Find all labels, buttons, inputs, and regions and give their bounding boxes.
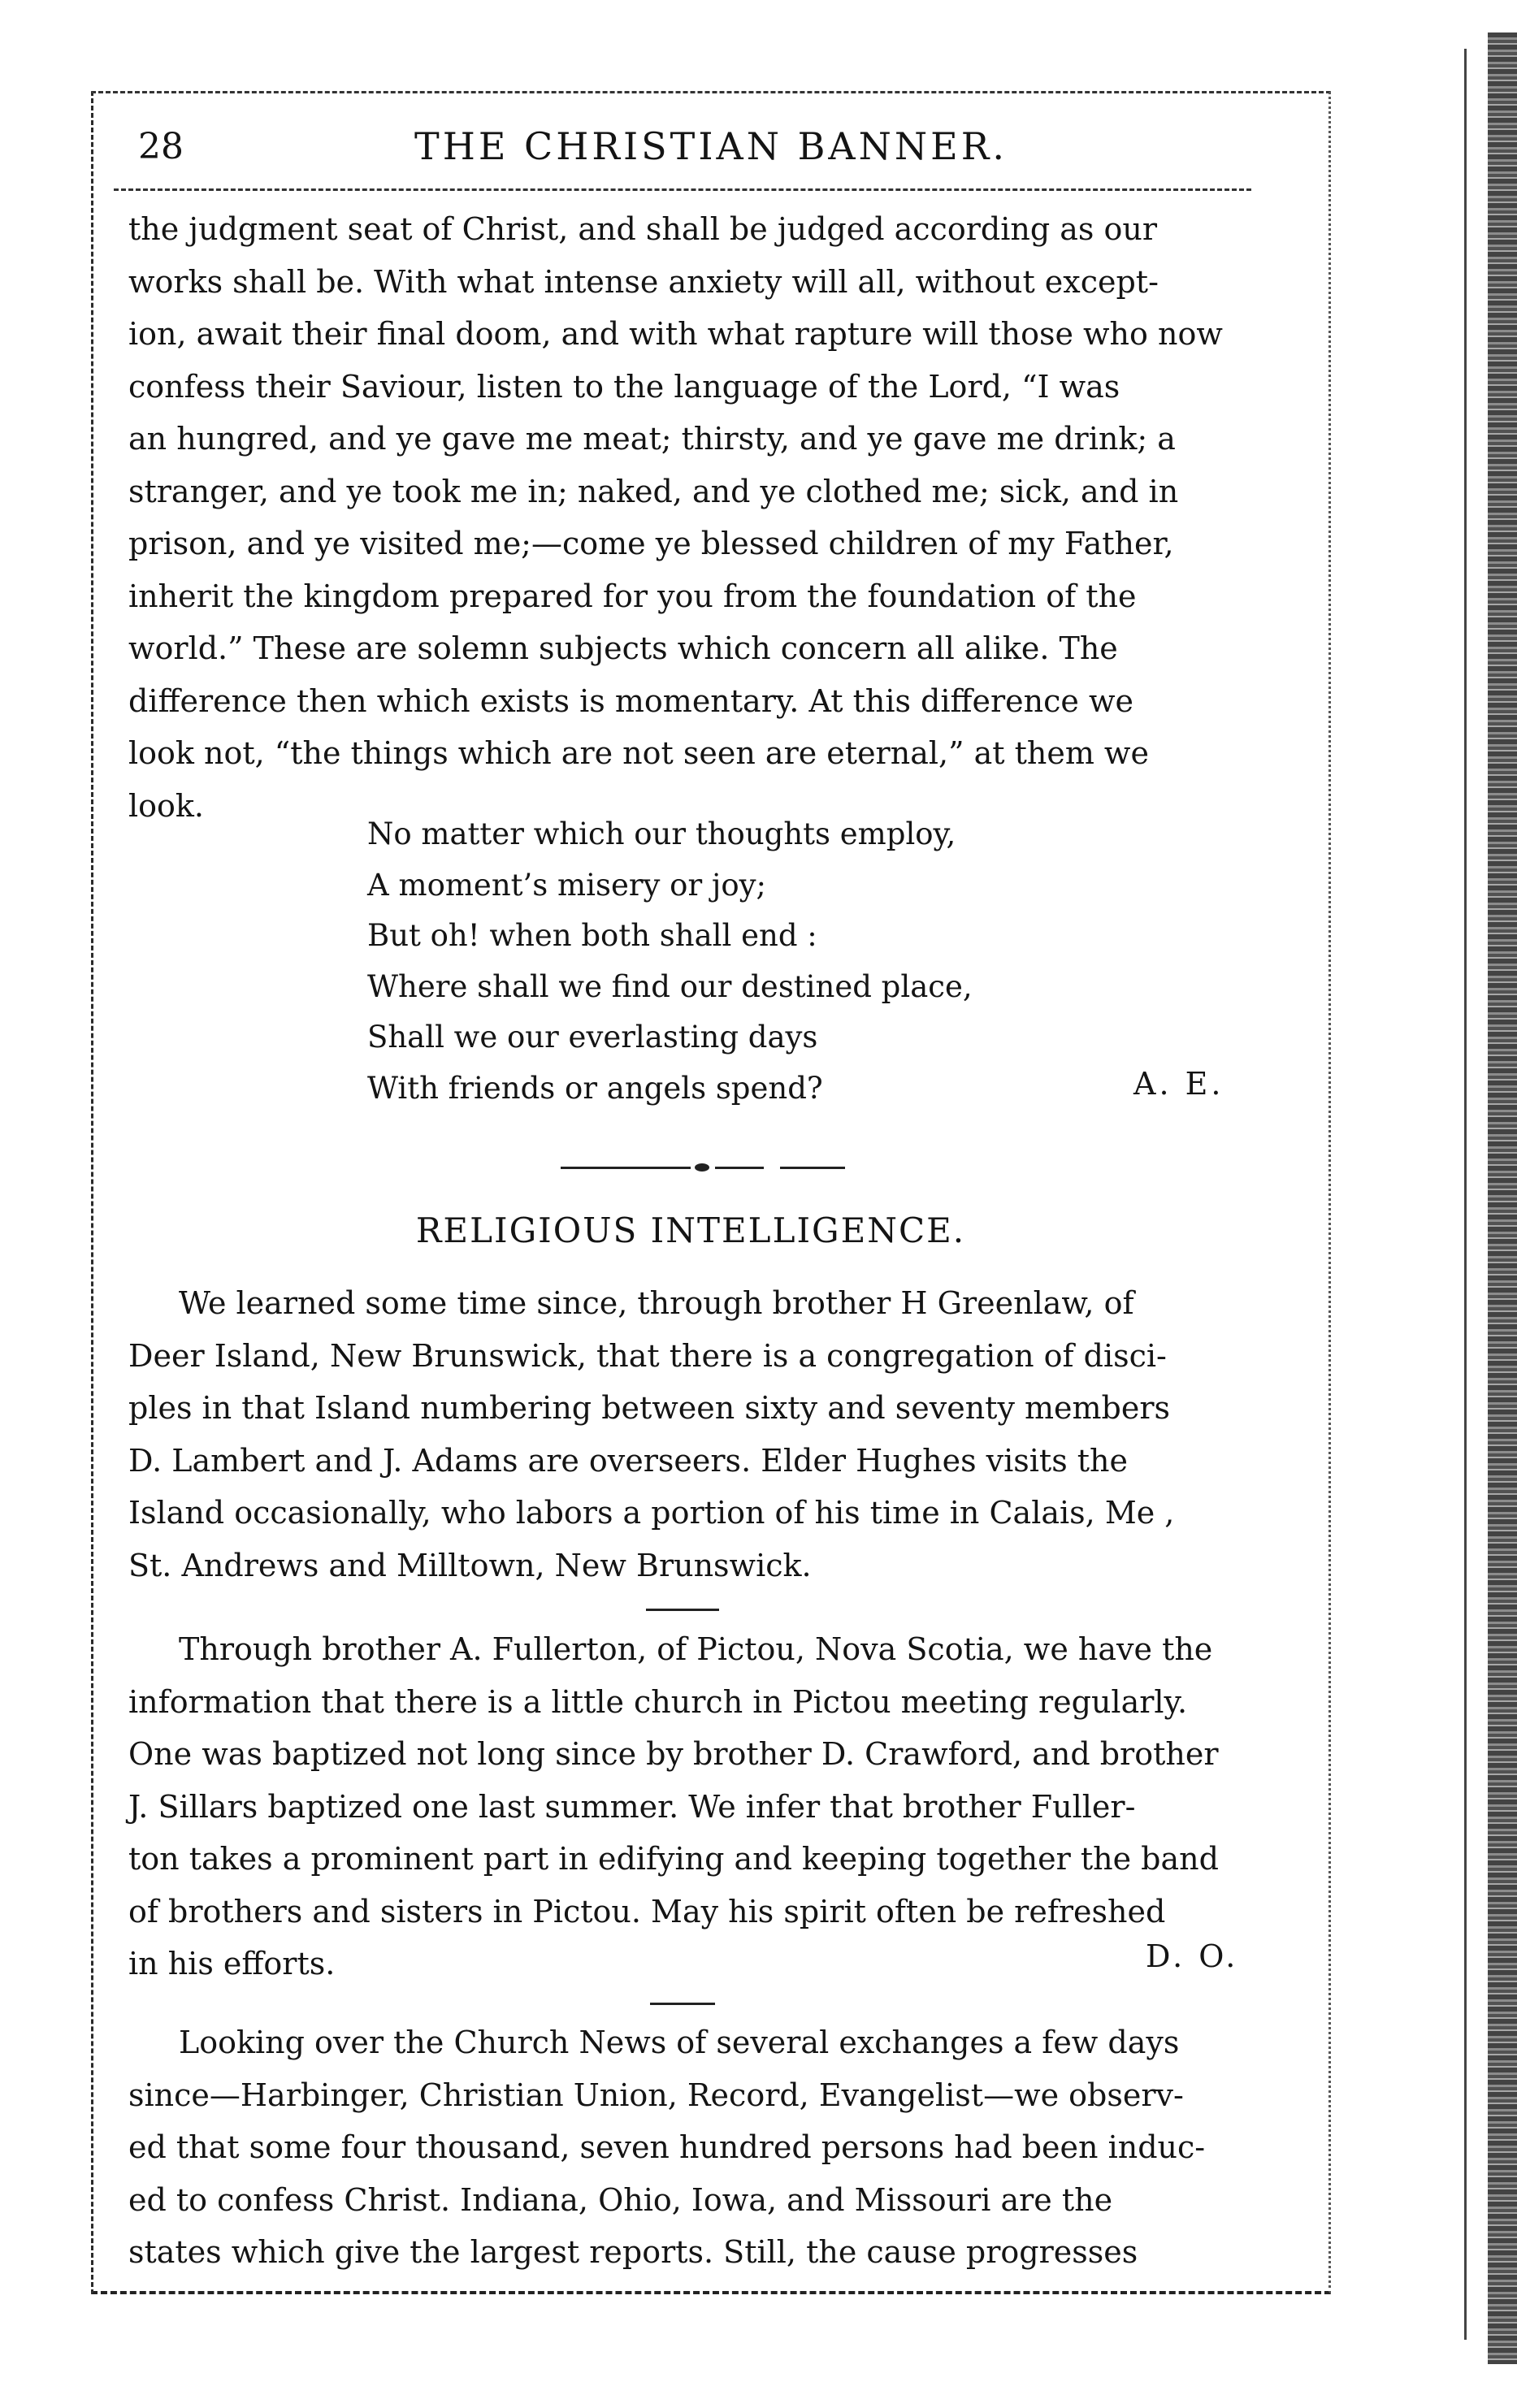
poem-line: A moment’s misery or joy; (367, 867, 767, 903)
text-line: works shall be. With what intense anxiety will all, without except- (128, 263, 1159, 300)
text-line: in his efforts. (128, 1946, 336, 1981)
text-line: Island occasionally, who labors a portion of his time in Calais, Me , (128, 1495, 1175, 1531)
text-line: We learned some time since, through brother H Greenlaw, of (179, 1285, 1134, 1321)
divider-line (561, 1167, 691, 1169)
text-line: look not, “the things which are not seen are eternal,” at them we (128, 735, 1149, 771)
text-line: ed that some four thousand, seven hundred persons had been induc- (128, 2129, 1206, 2165)
text-line: states which give the largest reports. Still, the cause progresses (128, 2234, 1138, 2270)
poem-line: Where shall we find our destined place, (367, 968, 973, 1004)
text-line: prison, and ye visited me;—come ye blessed children of my Father, (128, 526, 1174, 561)
divider-line (715, 1167, 764, 1169)
item-separator-rule (646, 1609, 719, 1611)
text-line: the judgment seat of Christ, and shall be judged according as our (128, 211, 1157, 247)
item-signature: D. O. (1146, 1938, 1239, 1974)
running-title: THE CHRISTIAN BANNER. (414, 124, 1008, 168)
text-line: Deer Island, New Brunswick, that there is a congregation of disci- (128, 1337, 1167, 1374)
article-continued-text (128, 203, 1292, 832)
page-binding-edge (1488, 32, 1517, 2364)
poem-line: But oh! when both shall end : (367, 918, 817, 953)
poem-line: No matter which our thoughts employ, (367, 816, 956, 851)
text-line: stranger, and ye took me in; naked, and ye clothed me; sick, and in (128, 473, 1179, 509)
text-line: of brothers and sisters in Pictou. May his spirit often be refreshed (128, 1893, 1166, 1929)
divider-dot (695, 1163, 709, 1172)
text-line: One was baptized not long since by brother D. Crawford, and brother (128, 1736, 1219, 1772)
text-line: ton takes a prominent part in edifying and keeping together the band (128, 1841, 1219, 1877)
text-line: ples in that Island numbering between sixty and seventy members (128, 1390, 1171, 1426)
divider-line (780, 1167, 845, 1169)
text-line: J. Sillars baptized one last summer. We infer that brother Fuller- (128, 1788, 1136, 1825)
text-line: D. Lambert and J. Adams are overseers. Elder Hughes visits the (128, 1442, 1129, 1479)
news-item-pictou (128, 1623, 1292, 1990)
text-line: ed to confess Christ. Indiana, Ohio, Iowa, and Missouri are the (128, 2181, 1113, 2218)
text-line: inherit the kingdom prepared for you from the foundation of the (128, 578, 1137, 614)
text-line: Looking over the Church News of several exchanges a few days (179, 2025, 1180, 2060)
text-line: information that there is a little church in Pictou meeting regularly. (128, 1683, 1188, 1720)
section-divider-ornament (561, 1163, 845, 1172)
text-line: difference then which exists is momentary. At this difference we (128, 682, 1134, 719)
article-signature: A. E. (1133, 1066, 1224, 1102)
text-line: Through brother A. Fullerton, of Pictou, Nova Scotia, we have the (179, 1631, 1213, 1667)
text-line: an hungred, and ye gave me meat; thirsty, and ye gave me drink; a (128, 421, 1176, 457)
page-number: 28 (138, 126, 184, 167)
page-header (114, 118, 1308, 175)
news-item-deer-island (128, 1277, 1292, 1592)
poem-line: Shall we our everlasting days (367, 1020, 818, 1055)
text-line: ion, await their final doom, and with what rapture will those who now (128, 316, 1223, 352)
poem-stanza (367, 809, 973, 1114)
text-line: look. (128, 787, 205, 824)
binding-shadow-line (1464, 49, 1467, 2340)
section-heading: RELIGIOUS INTELLIGENCE. (415, 1210, 966, 1250)
item-separator-rule (650, 2003, 715, 2005)
text-line: world.” These are solemn subjects which concern all alike. The (128, 630, 1118, 666)
text-line: confess their Saviour, listen to the language of the Lord, “I was (128, 368, 1120, 405)
poem-line: With friends or angels spend? (367, 1070, 823, 1106)
text-line: St. Andrews and Milltown, New Brunswick. (128, 1547, 812, 1583)
header-rule (114, 188, 1251, 191)
text-line: since—Harbinger, Christian Union, Record, Evangelist—we observ- (128, 2077, 1184, 2113)
news-item-church-news (128, 2016, 1292, 2279)
